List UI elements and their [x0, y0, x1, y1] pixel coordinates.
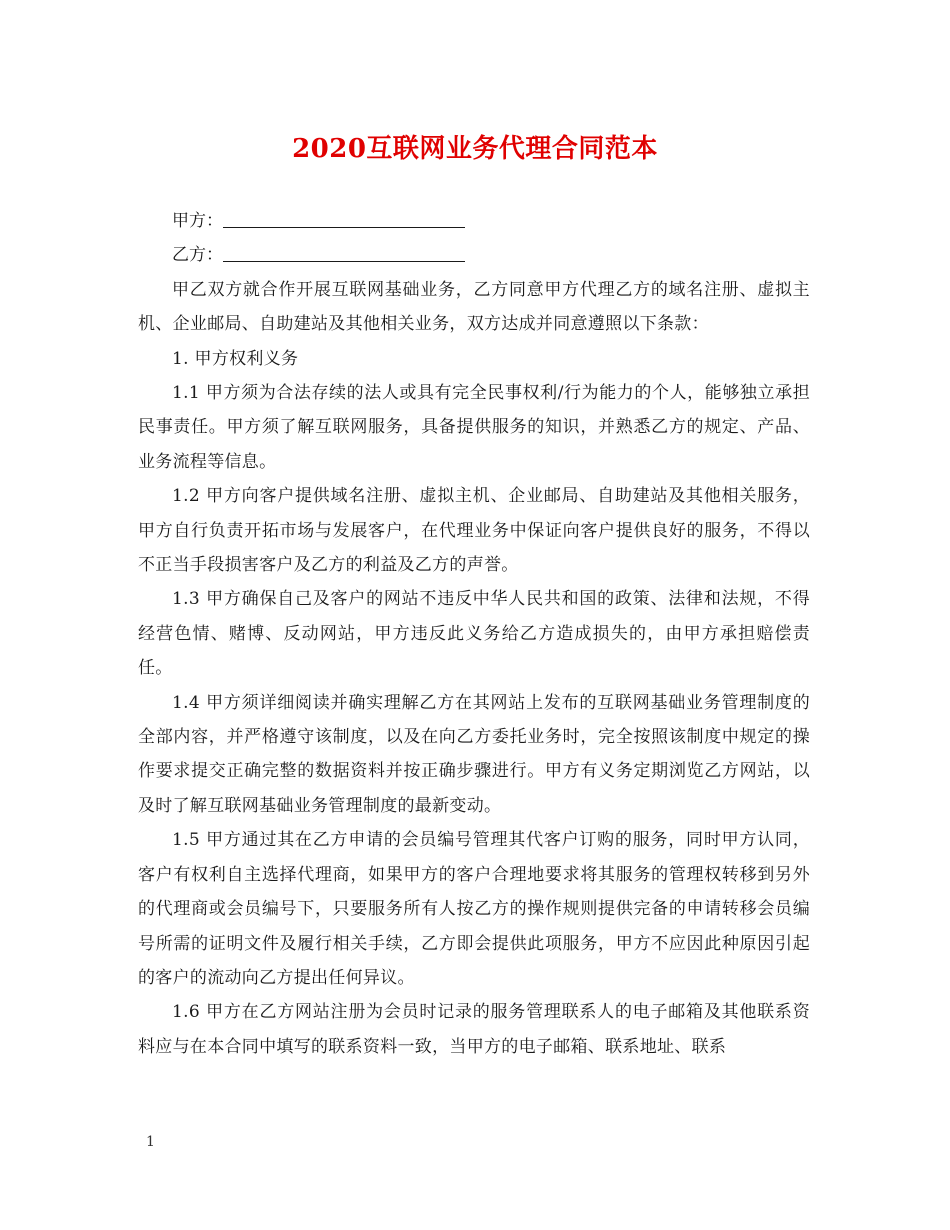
party-b-line: [138, 238, 810, 272]
document-body: [138, 204, 810, 1064]
clause-1-6: 1.6 甲方在乙方网站注册为会员时记录的服务管理联系人的电子邮箱及其他联系资料应与在本合同中填写的联系资料一致，当甲方的电子邮箱、联系地址、联系: [138, 1002, 810, 1057]
party-a-blank: [223, 205, 465, 228]
paragraph-intro: 甲乙双方就合作开展互联网基础业务，乙方同意甲方代理乙方的域名注册、虚拟主机、企业邮局、自助建站及其他相关业务，双方达成并同意遵照以下条款：: [138, 279, 810, 335]
section-heading: 1. 甲方权利义务: [172, 348, 299, 369]
party-a-label: 甲方：: [172, 211, 223, 231]
clause-1-3: 1.3 甲方确保自己及客户的网站不违反中华人民共和国的政策、法律和法规，不得经营色情、赌博、反动网站，甲方违反此义务给乙方造成损失的，由甲方承担赔偿责任。: [138, 589, 810, 679]
page-number: 1: [146, 1134, 155, 1150]
clause-1-4: 1.4 甲方须详细阅读并确实理解乙方在其网站上发布的互联网基础业务管理制度的全部内容，并严格遵守该制度，以及在向乙方委托业务时，完全按照该制度中规定的操作要求提交正确完整的数据资料并按正确步骤进行。甲方有义务定期浏览乙方网站，以及时了解互联网基础业务管理制度的最新变动。: [138, 692, 810, 816]
document-title: 2020互联网业务代理合同范本: [292, 134, 658, 164]
party-b-label: 乙方：: [172, 245, 223, 266]
clause-1-5: 1.5 甲方通过其在乙方申请的会员编号管理其代客户订购的服务，同时甲方认同，客户有权利自主选择代理商，如果甲方的客户合理地要求将其服务的管理权转移到另外的代理商或会员编号下，只要服务所有人按乙方的操作规则提供完备的申请转移会员编号所需的证明文件及履行相关手续，乙方即会提供此项服务，甲方不应因此种原因引起的客户的流动向乙方提出任何异议。: [138, 830, 810, 988]
party-a-line: [138, 204, 810, 238]
party-b-blank: [223, 239, 465, 262]
clause-1-2: 1.2 甲方向客户提供域名注册、虚拟主机、企业邮局、自助建站及其他相关服务，甲方自行负责开拓市场与发展客户，在代理业务中保证向客户提供良好的服务，不得以不正当手段损害客户及乙方的利益及乙方的声誉。: [138, 486, 810, 576]
clause-1-1: 1.1 甲方须为合法存续的法人或具有完全民事权利/行为能力的个人，能够独立承担民事责任。甲方须了解互联网服务，具备提供服务的知识，并熟悉乙方的规定、产品、业务流程等信息。: [138, 383, 810, 472]
